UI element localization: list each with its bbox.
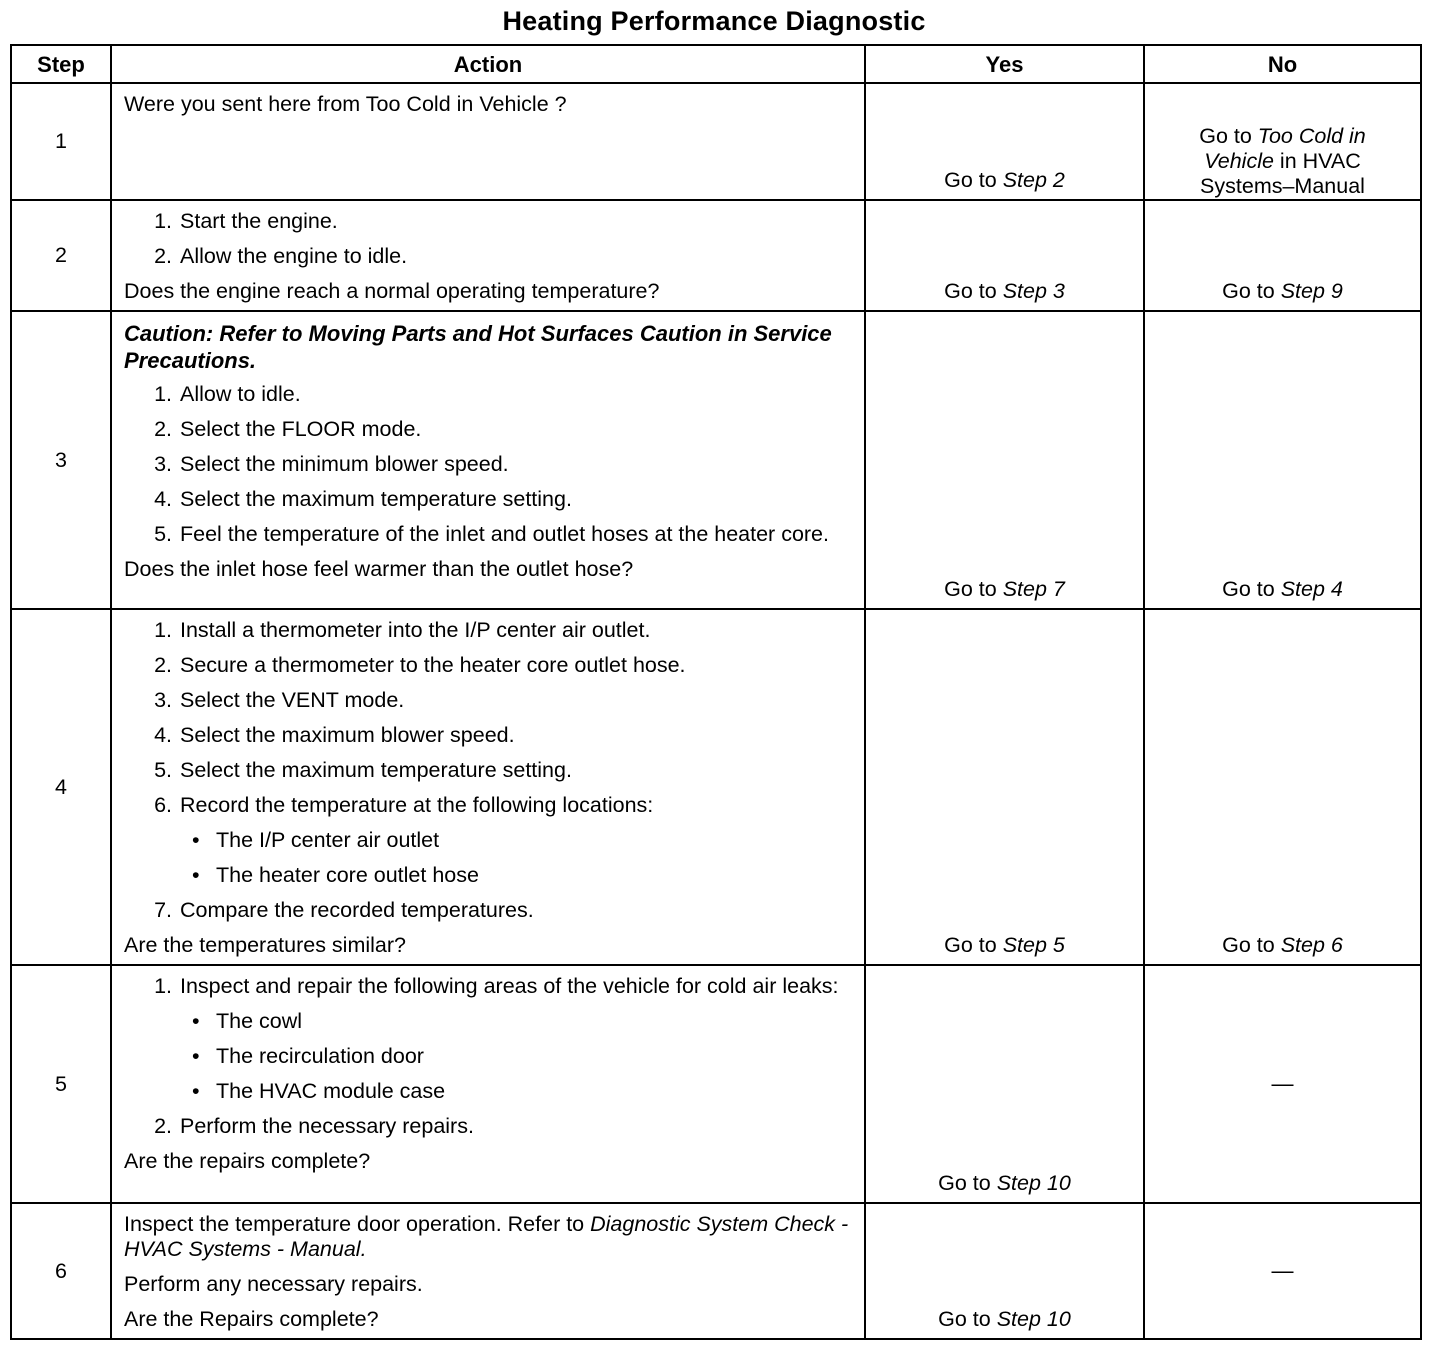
step-number: 1 xyxy=(11,83,111,200)
action-cell xyxy=(111,83,865,200)
list-item: 4. Select the maximum temperature setting. xyxy=(154,487,572,511)
step-number: 4 xyxy=(11,609,111,965)
bullet-item: • The HVAC module case xyxy=(180,1079,854,1104)
yes-cell: Go to Step 7 xyxy=(865,311,1144,609)
list-item: 5. Feel the temperature of the inlet and outlet hoses at the heater core. xyxy=(154,522,829,546)
action-steps xyxy=(124,382,854,547)
yes-cell: Go to Step 10 xyxy=(865,965,1144,1203)
action-question: Are the temperatures similar? xyxy=(124,933,406,957)
no-dash: — xyxy=(1271,1258,1294,1283)
yes-cell: Go to Step 5 xyxy=(865,609,1144,965)
no-cell xyxy=(1144,965,1421,1203)
list-item: 7. Compare the recorded temperatures. xyxy=(154,898,534,922)
step-number: 6 xyxy=(11,1203,111,1339)
yes-prefix: Go to xyxy=(944,168,1003,192)
no-cell xyxy=(1144,1203,1421,1339)
no-step-link[interactable]: Step 4 xyxy=(1280,577,1343,601)
yes-step-link[interactable]: Step 7 xyxy=(1002,577,1065,601)
page-title: Heating Performance Diagnostic xyxy=(502,6,926,36)
diagnostic-reference-link[interactable]: Diagnostic System Check - HVAC Systems - Manual. xyxy=(124,1212,849,1261)
table-row xyxy=(11,200,1421,311)
list-item: 1. Start the engine. xyxy=(154,209,338,233)
table-row xyxy=(11,311,1421,609)
header-no: No xyxy=(1144,45,1421,83)
no-cell: Go to Step 9 xyxy=(1144,200,1421,311)
list-item: 3. Select the VENT mode. xyxy=(154,688,405,712)
list-item: 2. Allow the engine to idle. xyxy=(154,244,408,268)
yes-step-link[interactable]: Step 2 xyxy=(1002,168,1065,192)
list-item: 1. Inspect and repair the following areas of the vehicle for cold air leaks: • The cowl • The recirculation door • The HVAC module case xyxy=(124,974,854,1104)
bullet-item: • The recirculation door xyxy=(180,1044,854,1069)
bullet-item: • The I/P center air outlet xyxy=(180,828,854,853)
action-question: Does the engine reach a normal operating temperature? xyxy=(124,279,660,303)
action-cell xyxy=(111,311,865,609)
list-item: 5. Select the maximum temperature setting. xyxy=(154,758,572,782)
action-cell xyxy=(111,609,865,965)
no-cell xyxy=(1144,83,1421,200)
action-question: Are the repairs complete? xyxy=(124,1149,371,1173)
action-cell xyxy=(111,965,865,1203)
yes-step-link[interactable]: Step 5 xyxy=(1002,933,1065,957)
area-bullets xyxy=(180,1009,854,1104)
no-prefix: Go to xyxy=(1199,124,1258,148)
action-cell xyxy=(111,200,865,311)
header-yes: Yes xyxy=(865,45,1144,83)
yes-cell: Go to Step 10 xyxy=(865,1203,1144,1339)
no-step-link[interactable]: Step 9 xyxy=(1280,279,1343,303)
action-question: Are the Repairs complete? xyxy=(124,1307,379,1331)
caution-note: Caution: Refer to Moving Parts and Hot Surfaces Caution in Service Precautions. xyxy=(124,321,832,373)
list-item: 1. Install a thermometer into the I/P center air outlet. xyxy=(154,618,651,642)
diagnostic-table xyxy=(10,44,1422,1340)
header-row xyxy=(11,45,1421,83)
yes-cell: Go to Step 3 xyxy=(865,200,1144,311)
no-step-link[interactable]: Step 6 xyxy=(1280,933,1343,957)
yes-step-link[interactable]: Step 10 xyxy=(996,1171,1071,1195)
step-number: 2 xyxy=(11,200,111,311)
header-action: Action xyxy=(111,45,865,83)
table-row xyxy=(11,609,1421,965)
no-cell: Go to Step 6 xyxy=(1144,609,1421,965)
list-item: 1. Allow to idle. xyxy=(154,382,301,406)
step-number: 5 xyxy=(11,965,111,1203)
no-suffix: in HVAC Systems–Manual xyxy=(1200,149,1365,198)
yes-step-link[interactable]: Step 10 xyxy=(996,1307,1071,1331)
no-dash: — xyxy=(1271,1071,1294,1096)
table-row xyxy=(11,965,1421,1203)
action-question: Does the inlet hose feel warmer than the outlet hose? xyxy=(124,557,634,581)
list-item: 2. Perform the necessary repairs. xyxy=(154,1114,474,1138)
table-row xyxy=(11,83,1421,200)
bullet-item: • The heater core outlet hose xyxy=(180,863,854,888)
action-cell xyxy=(111,1203,865,1339)
no-reference-link[interactable]: Too Cold in Vehicle xyxy=(1204,124,1366,173)
bullet-item: • The cowl xyxy=(180,1009,854,1034)
action-steps xyxy=(124,618,854,923)
list-item: 6. Record the temperature at the following locations: • The I/P center air outlet • The heater core outlet hose xyxy=(124,793,854,888)
no-cell: Go to Step 4 xyxy=(1144,311,1421,609)
action-question: Were you sent here from Too Cold in Vehicle ? xyxy=(124,92,567,116)
list-item: 3. Select the minimum blower speed. xyxy=(154,452,509,476)
action-text: Perform any necessary repairs. xyxy=(124,1272,423,1296)
action-steps xyxy=(124,209,854,269)
list-item: 4. Select the maximum blower speed. xyxy=(154,723,515,747)
table-row xyxy=(11,1203,1421,1339)
action-text: Inspect the temperature door operation. Refer to Diagnostic System Check - HVAC Systems - Manual. xyxy=(124,1212,849,1261)
step-number: 3 xyxy=(11,311,111,609)
yes-cell xyxy=(865,83,1144,200)
action-steps xyxy=(124,974,854,1139)
list-item: 2. Secure a thermometer to the heater core outlet hose. xyxy=(154,653,686,677)
list-item: 2. Select the FLOOR mode. xyxy=(154,417,422,441)
header-step: Step xyxy=(11,45,111,83)
yes-step-link[interactable]: Step 3 xyxy=(1002,279,1065,303)
location-bullets xyxy=(180,828,854,888)
